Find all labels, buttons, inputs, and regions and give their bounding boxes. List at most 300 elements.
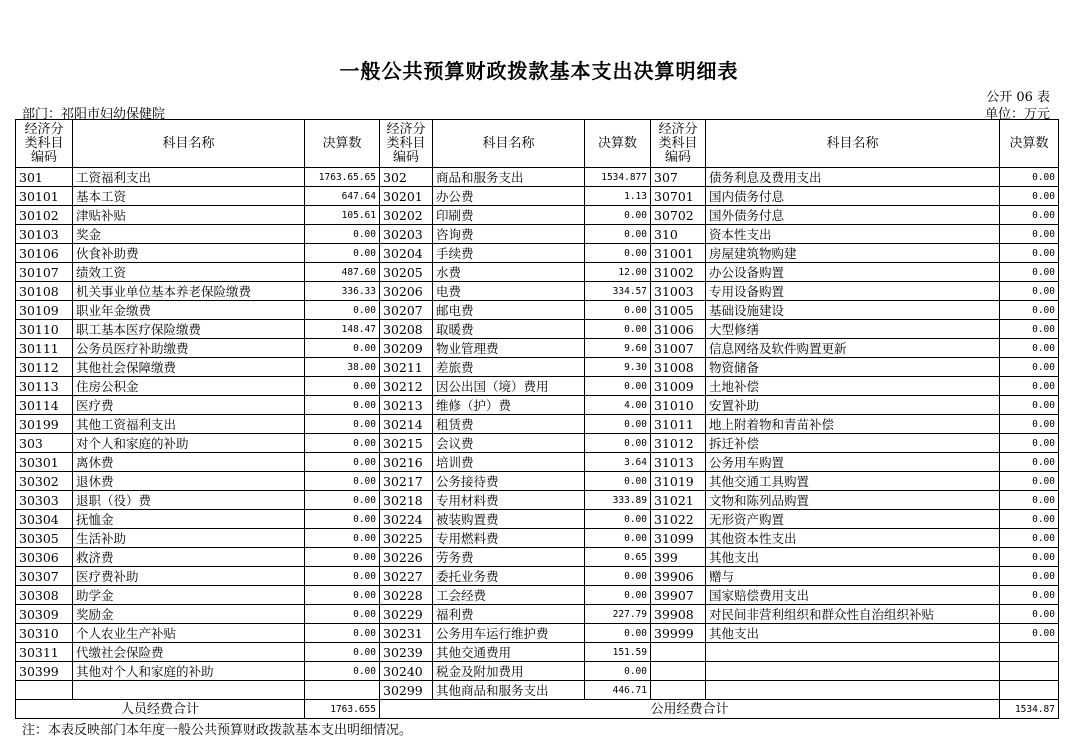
econ-code-cell: 30311	[16, 643, 73, 662]
amount-cell: 336.33	[305, 282, 380, 301]
econ-code-cell: 30109	[16, 301, 73, 320]
amount-cell: 1.13	[585, 187, 651, 206]
econ-code-cell: 30240	[380, 662, 433, 681]
econ-code-cell: 30205	[380, 263, 433, 282]
subject-name-cell	[73, 681, 305, 700]
econ-code-cell: 307	[651, 168, 706, 187]
econ-code-cell: 39999	[651, 624, 706, 643]
subject-name-cell: 机关事业单位基本养老保险缴费	[73, 282, 305, 301]
econ-code-cell: 31021	[651, 491, 706, 510]
econ-code-cell: 30201	[380, 187, 433, 206]
econ-code-cell: 30303	[16, 491, 73, 510]
amount-cell: 0.00	[1000, 491, 1059, 510]
amount-cell: 0.00	[1000, 320, 1059, 339]
subject-name-cell: 其他支出	[706, 624, 1000, 643]
amount-cell: 0.00	[1000, 263, 1059, 282]
subject-name-cell: 医疗费	[73, 396, 305, 415]
subject-name-cell: 其他交通费用	[433, 643, 585, 662]
econ-code-cell: 30214	[380, 415, 433, 434]
econ-code-cell	[651, 681, 706, 700]
econ-code-cell: 310	[651, 225, 706, 244]
econ-code-cell: 399	[651, 548, 706, 567]
subject-name-cell: 抚恤金	[73, 510, 305, 529]
subject-name-cell: 邮电费	[433, 301, 585, 320]
econ-code-cell: 31013	[651, 453, 706, 472]
econ-code-cell: 30209	[380, 339, 433, 358]
subject-name-cell: 住房公积金	[73, 377, 305, 396]
subject-name-cell: 专用燃料费	[433, 529, 585, 548]
amount-cell: 0.00	[1000, 624, 1059, 643]
amount-cell: 0.00	[1000, 377, 1059, 396]
subject-name-cell	[706, 643, 1000, 662]
table-row	[16, 434, 1059, 453]
table-row	[16, 206, 1059, 225]
table-row	[16, 263, 1059, 282]
econ-code-cell	[651, 643, 706, 662]
econ-code-cell: 31012	[651, 434, 706, 453]
header-amount: 决算数	[1000, 120, 1059, 168]
subject-name-cell: 赠与	[706, 567, 1000, 586]
econ-code-cell: 30208	[380, 320, 433, 339]
subject-name-cell: 资本性支出	[706, 225, 1000, 244]
subject-name-cell: 咨询费	[433, 225, 585, 244]
subject-name-cell: 专用设备购置	[706, 282, 1000, 301]
econ-code-cell: 30202	[380, 206, 433, 225]
subject-name-cell: 其他资本性支出	[706, 529, 1000, 548]
table-row	[16, 168, 1059, 187]
amount-cell: 0.00	[585, 320, 651, 339]
amount-cell: 0.00	[305, 662, 380, 681]
table-row	[16, 187, 1059, 206]
table-row	[16, 282, 1059, 301]
subject-name-cell: 津贴补贴	[73, 206, 305, 225]
amount-cell: 0.00	[305, 244, 380, 263]
econ-code-cell: 30218	[380, 491, 433, 510]
amount-cell	[1000, 662, 1059, 681]
amount-cell: 0.00	[305, 472, 380, 491]
econ-code-cell: 30114	[16, 396, 73, 415]
amount-cell: 0.00	[1000, 187, 1059, 206]
amount-cell: 0.00	[585, 377, 651, 396]
subject-name-cell: 安置补助	[706, 396, 1000, 415]
amount-cell: 12.00	[585, 263, 651, 282]
econ-code-cell: 30217	[380, 472, 433, 491]
amount-cell: 3.64	[585, 453, 651, 472]
subject-name-cell: 其他支出	[706, 548, 1000, 567]
amount-cell: 647.64	[305, 187, 380, 206]
public-total-label: 公用经费合计	[380, 700, 1000, 719]
subject-name-cell: 办公费	[433, 187, 585, 206]
econ-code-cell: 31099	[651, 529, 706, 548]
subject-name-cell	[706, 662, 1000, 681]
subject-name-cell: 水费	[433, 263, 585, 282]
subject-name-cell: 其他社会保障缴费	[73, 358, 305, 377]
econ-code-cell: 30399	[16, 662, 73, 681]
form-code: 公开 06 表	[986, 90, 1050, 105]
amount-cell: 105.61	[305, 206, 380, 225]
amount-cell: 4.00	[585, 396, 651, 415]
amount-cell: 0.00	[1000, 168, 1059, 187]
amount-cell: 0.00	[585, 225, 651, 244]
personnel-total-value: 1763.655	[305, 700, 380, 719]
subject-name-cell: 房屋建筑物购建	[706, 244, 1000, 263]
subject-name-cell: 助学金	[73, 586, 305, 605]
econ-code-cell: 30112	[16, 358, 73, 377]
subject-name-cell: 工资福利支出	[73, 168, 305, 187]
header-econ-code: 经济分类科目编码	[380, 120, 433, 168]
amount-cell: 0.00	[1000, 301, 1059, 320]
totals-row	[16, 700, 1059, 719]
header-econ-code: 经济分类科目编码	[16, 120, 73, 168]
econ-code-cell: 30310	[16, 624, 73, 643]
header-amount: 决算数	[585, 120, 651, 168]
unit-label: 单位：万元	[984, 107, 1050, 122]
subject-name-cell: 文物和陈列品购置	[706, 491, 1000, 510]
amount-cell: 0.00	[1000, 586, 1059, 605]
table-row	[16, 301, 1059, 320]
table-row	[16, 624, 1059, 643]
econ-code-cell: 39908	[651, 605, 706, 624]
table-row	[16, 472, 1059, 491]
amount-cell: 0.00	[1000, 206, 1059, 225]
personnel-total-label: 人员经费合计	[16, 700, 305, 719]
subject-name-cell: 国内债务付息	[706, 187, 1000, 206]
subject-name-cell: 被装购置费	[433, 510, 585, 529]
subject-name-cell: 公务用车运行维护费	[433, 624, 585, 643]
table-row	[16, 244, 1059, 263]
econ-code-cell: 30113	[16, 377, 73, 396]
econ-code-cell: 30212	[380, 377, 433, 396]
amount-cell: 0.00	[305, 510, 380, 529]
amount-cell: 0.00	[305, 643, 380, 662]
econ-code-cell: 30106	[16, 244, 73, 263]
econ-code-cell: 30702	[651, 206, 706, 225]
table-row	[16, 358, 1059, 377]
subject-name-cell: 绩效工资	[73, 263, 305, 282]
subject-name-cell: 对民间非营利组织和群众性自治组织补贴	[706, 605, 1000, 624]
amount-cell: 0.00	[305, 434, 380, 453]
subject-name-cell: 无形资产购置	[706, 510, 1000, 529]
subject-name-cell	[706, 681, 1000, 700]
table-row	[16, 605, 1059, 624]
footnote: 注：本表反映部门本年度一般公共预算财政拨款基本支出明细情况。	[22, 723, 413, 738]
econ-code-cell: 31007	[651, 339, 706, 358]
econ-code-cell: 31022	[651, 510, 706, 529]
table-row	[16, 510, 1059, 529]
subject-name-cell: 手续费	[433, 244, 585, 263]
subject-name-cell: 地上附着物和青苗补偿	[706, 415, 1000, 434]
subject-name-cell: 电费	[433, 282, 585, 301]
subject-name-cell: 维修（护）费	[433, 396, 585, 415]
amount-cell: 0.00	[305, 301, 380, 320]
expenditure-detail-table	[15, 119, 1059, 719]
econ-code-cell: 30227	[380, 567, 433, 586]
amount-cell: 0.00	[585, 586, 651, 605]
subject-name-cell: 税金及附加费用	[433, 662, 585, 681]
econ-code-cell: 30309	[16, 605, 73, 624]
subject-name-cell: 公务接待费	[433, 472, 585, 491]
subject-name-cell: 奖励金	[73, 605, 305, 624]
table-row	[16, 662, 1059, 681]
amount-cell	[1000, 681, 1059, 700]
subject-name-cell: 离休费	[73, 453, 305, 472]
table-row	[16, 320, 1059, 339]
amount-cell: 0.00	[585, 662, 651, 681]
econ-code-cell: 31009	[651, 377, 706, 396]
amount-cell: 0.00	[305, 339, 380, 358]
amount-cell: 148.47	[305, 320, 380, 339]
amount-cell: 0.00	[1000, 548, 1059, 567]
econ-code-cell: 39906	[651, 567, 706, 586]
amount-cell: 0.00	[1000, 225, 1059, 244]
amount-cell: 0.00	[305, 491, 380, 510]
subject-name-cell: 差旅费	[433, 358, 585, 377]
table-row	[16, 396, 1059, 415]
amount-cell: 446.71	[585, 681, 651, 700]
subject-name-cell: 基础设施建设	[706, 301, 1000, 320]
subject-name-cell: 国外债务付息	[706, 206, 1000, 225]
subject-name-cell: 退休费	[73, 472, 305, 491]
subject-name-cell: 公务用车购置	[706, 453, 1000, 472]
subject-name-cell: 印刷费	[433, 206, 585, 225]
header-subject-name: 科目名称	[433, 120, 585, 168]
econ-code-cell: 30306	[16, 548, 73, 567]
amount-cell: 0.00	[1000, 282, 1059, 301]
subject-name-cell: 取暖费	[433, 320, 585, 339]
econ-code-cell: 31011	[651, 415, 706, 434]
econ-code-cell: 30103	[16, 225, 73, 244]
amount-cell	[305, 681, 380, 700]
table-row	[16, 681, 1059, 700]
department-label: 部门：祁阳市妇幼保健院	[22, 107, 166, 122]
econ-code-cell: 30701	[651, 187, 706, 206]
econ-code-cell: 30101	[16, 187, 73, 206]
subject-name-cell: 公务员医疗补助缴费	[73, 339, 305, 358]
econ-code-cell: 30108	[16, 282, 73, 301]
econ-code-cell: 30228	[380, 586, 433, 605]
table-row	[16, 225, 1059, 244]
table-row	[16, 567, 1059, 586]
econ-code-cell: 30213	[380, 396, 433, 415]
econ-code-cell: 30239	[380, 643, 433, 662]
econ-code-cell: 39907	[651, 586, 706, 605]
subject-name-cell: 其他对个人和家庭的补助	[73, 662, 305, 681]
table-row	[16, 453, 1059, 472]
amount-cell: 0.00	[585, 529, 651, 548]
subject-name-cell: 代缴社会保险费	[73, 643, 305, 662]
subject-name-cell: 商品和服务支出	[433, 168, 585, 187]
amount-cell: 0.00	[585, 415, 651, 434]
subject-name-cell: 退职（役）费	[73, 491, 305, 510]
subject-name-cell: 培训费	[433, 453, 585, 472]
amount-cell: 0.00	[1000, 244, 1059, 263]
amount-cell: 333.89	[585, 491, 651, 510]
subject-name-cell: 债务利息及费用支出	[706, 168, 1000, 187]
subject-name-cell: 租赁费	[433, 415, 585, 434]
econ-code-cell	[16, 681, 73, 700]
econ-code-cell: 30206	[380, 282, 433, 301]
header-subject-name: 科目名称	[706, 120, 1000, 168]
header-subject-name: 科目名称	[73, 120, 305, 168]
econ-code-cell: 30299	[380, 681, 433, 700]
econ-code-cell: 30231	[380, 624, 433, 643]
subject-name-cell: 职业年金缴费	[73, 301, 305, 320]
subject-name-cell: 对个人和家庭的补助	[73, 434, 305, 453]
subject-name-cell: 物资储备	[706, 358, 1000, 377]
amount-cell: 0.00	[1000, 529, 1059, 548]
page-title: 一般公共预算财政拨款基本支出决算明细表	[339, 59, 739, 83]
amount-cell: 1763.65.65	[305, 168, 380, 187]
econ-code-cell	[651, 662, 706, 681]
table-row	[16, 529, 1059, 548]
econ-code-cell: 30305	[16, 529, 73, 548]
econ-code-cell: 30225	[380, 529, 433, 548]
amount-cell: 0.65	[585, 548, 651, 567]
econ-code-cell: 30110	[16, 320, 73, 339]
subject-name-cell: 信息网络及软件购置更新	[706, 339, 1000, 358]
subject-name-cell: 办公设备购置	[706, 263, 1000, 282]
table-header-row	[16, 120, 1059, 168]
subject-name-cell: 奖金	[73, 225, 305, 244]
econ-code-cell: 31010	[651, 396, 706, 415]
amount-cell: 0.00	[305, 529, 380, 548]
subject-name-cell: 个人农业生产补贴	[73, 624, 305, 643]
amount-cell: 9.30	[585, 358, 651, 377]
amount-cell: 151.59	[585, 643, 651, 662]
subject-name-cell: 劳务费	[433, 548, 585, 567]
econ-code-cell: 30301	[16, 453, 73, 472]
econ-code-cell: 30304	[16, 510, 73, 529]
amount-cell: 9.60	[585, 339, 651, 358]
econ-code-cell: 30229	[380, 605, 433, 624]
amount-cell: 227.79	[585, 605, 651, 624]
subject-name-cell: 伙食补助费	[73, 244, 305, 263]
econ-code-cell: 31006	[651, 320, 706, 339]
subject-name-cell: 物业管理费	[433, 339, 585, 358]
amount-cell: 0.00	[1000, 415, 1059, 434]
subject-name-cell: 拆迁补偿	[706, 434, 1000, 453]
amount-cell: 0.00	[305, 567, 380, 586]
subject-name-cell: 国家赔偿费用支出	[706, 586, 1000, 605]
amount-cell: 0.00	[1000, 339, 1059, 358]
subject-name-cell: 救济费	[73, 548, 305, 567]
econ-code-cell: 30203	[380, 225, 433, 244]
subject-name-cell: 土地补偿	[706, 377, 1000, 396]
subject-name-cell: 生活补助	[73, 529, 305, 548]
econ-code-cell: 303	[16, 434, 73, 453]
econ-code-cell: 30308	[16, 586, 73, 605]
amount-cell: 0.00	[305, 377, 380, 396]
subject-name-cell: 福利费	[433, 605, 585, 624]
amount-cell: 1534.877	[585, 168, 651, 187]
amount-cell: 0.00	[305, 548, 380, 567]
subject-name-cell: 其他商品和服务支出	[433, 681, 585, 700]
amount-cell: 0.00	[305, 396, 380, 415]
table-body	[16, 168, 1059, 700]
econ-code-cell: 30107	[16, 263, 73, 282]
econ-code-cell: 31003	[651, 282, 706, 301]
subject-name-cell: 会议费	[433, 434, 585, 453]
econ-code-cell: 31019	[651, 472, 706, 491]
table-row	[16, 415, 1059, 434]
subject-name-cell: 其他工资福利支出	[73, 415, 305, 434]
econ-code-cell: 30226	[380, 548, 433, 567]
econ-code-cell: 30102	[16, 206, 73, 225]
econ-code-cell: 30204	[380, 244, 433, 263]
amount-cell: 0.00	[585, 624, 651, 643]
amount-cell: 0.00	[305, 415, 380, 434]
amount-cell: 0.00	[1000, 453, 1059, 472]
table-row	[16, 339, 1059, 358]
amount-cell: 0.00	[1000, 510, 1059, 529]
econ-code-cell: 30302	[16, 472, 73, 491]
econ-code-cell: 30111	[16, 339, 73, 358]
subject-name-cell: 委托业务费	[433, 567, 585, 586]
econ-code-cell: 30207	[380, 301, 433, 320]
table-row	[16, 548, 1059, 567]
econ-code-cell: 30216	[380, 453, 433, 472]
amount-cell: 0.00	[585, 434, 651, 453]
econ-code-cell: 301	[16, 168, 73, 187]
econ-code-cell: 302	[380, 168, 433, 187]
econ-code-cell: 31008	[651, 358, 706, 377]
header-amount: 决算数	[305, 120, 380, 168]
amount-cell: 0.00	[1000, 567, 1059, 586]
amount-cell: 0.00	[1000, 396, 1059, 415]
amount-cell: 0.00	[1000, 472, 1059, 491]
subject-name-cell: 基本工资	[73, 187, 305, 206]
econ-code-cell: 31001	[651, 244, 706, 263]
amount-cell: 0.00	[305, 624, 380, 643]
amount-cell: 0.00	[305, 586, 380, 605]
public-total-value: 1534.87	[1000, 700, 1059, 719]
table-row	[16, 643, 1059, 662]
table-row	[16, 491, 1059, 510]
amount-cell: 0.00	[1000, 358, 1059, 377]
econ-code-cell: 30224	[380, 510, 433, 529]
econ-code-cell: 30199	[16, 415, 73, 434]
amount-cell: 38.00	[305, 358, 380, 377]
header-econ-code: 经济分类科目编码	[651, 120, 706, 168]
table-row	[16, 377, 1059, 396]
amount-cell: 0.00	[1000, 434, 1059, 453]
amount-cell: 0.00	[305, 453, 380, 472]
econ-code-cell: 30307	[16, 567, 73, 586]
amount-cell: 0.00	[585, 510, 651, 529]
amount-cell	[1000, 643, 1059, 662]
econ-code-cell: 31002	[651, 263, 706, 282]
econ-code-cell: 30211	[380, 358, 433, 377]
econ-code-cell: 31005	[651, 301, 706, 320]
subject-name-cell: 医疗费补助	[73, 567, 305, 586]
amount-cell: 0.00	[585, 301, 651, 320]
subject-name-cell: 职工基本医疗保险缴费	[73, 320, 305, 339]
amount-cell: 0.00	[585, 206, 651, 225]
table-row	[16, 586, 1059, 605]
subject-name-cell: 专用材料费	[433, 491, 585, 510]
amount-cell: 0.00	[1000, 605, 1059, 624]
subject-name-cell: 大型修缮	[706, 320, 1000, 339]
subject-name-cell: 工会经费	[433, 586, 585, 605]
subject-name-cell: 因公出国（境）费用	[433, 377, 585, 396]
amount-cell: 0.00	[305, 225, 380, 244]
econ-code-cell: 30215	[380, 434, 433, 453]
amount-cell: 0.00	[585, 567, 651, 586]
amount-cell: 487.60	[305, 263, 380, 282]
amount-cell: 334.57	[585, 282, 651, 301]
subject-name-cell: 其他交通工具购置	[706, 472, 1000, 491]
amount-cell: 0.00	[305, 605, 380, 624]
